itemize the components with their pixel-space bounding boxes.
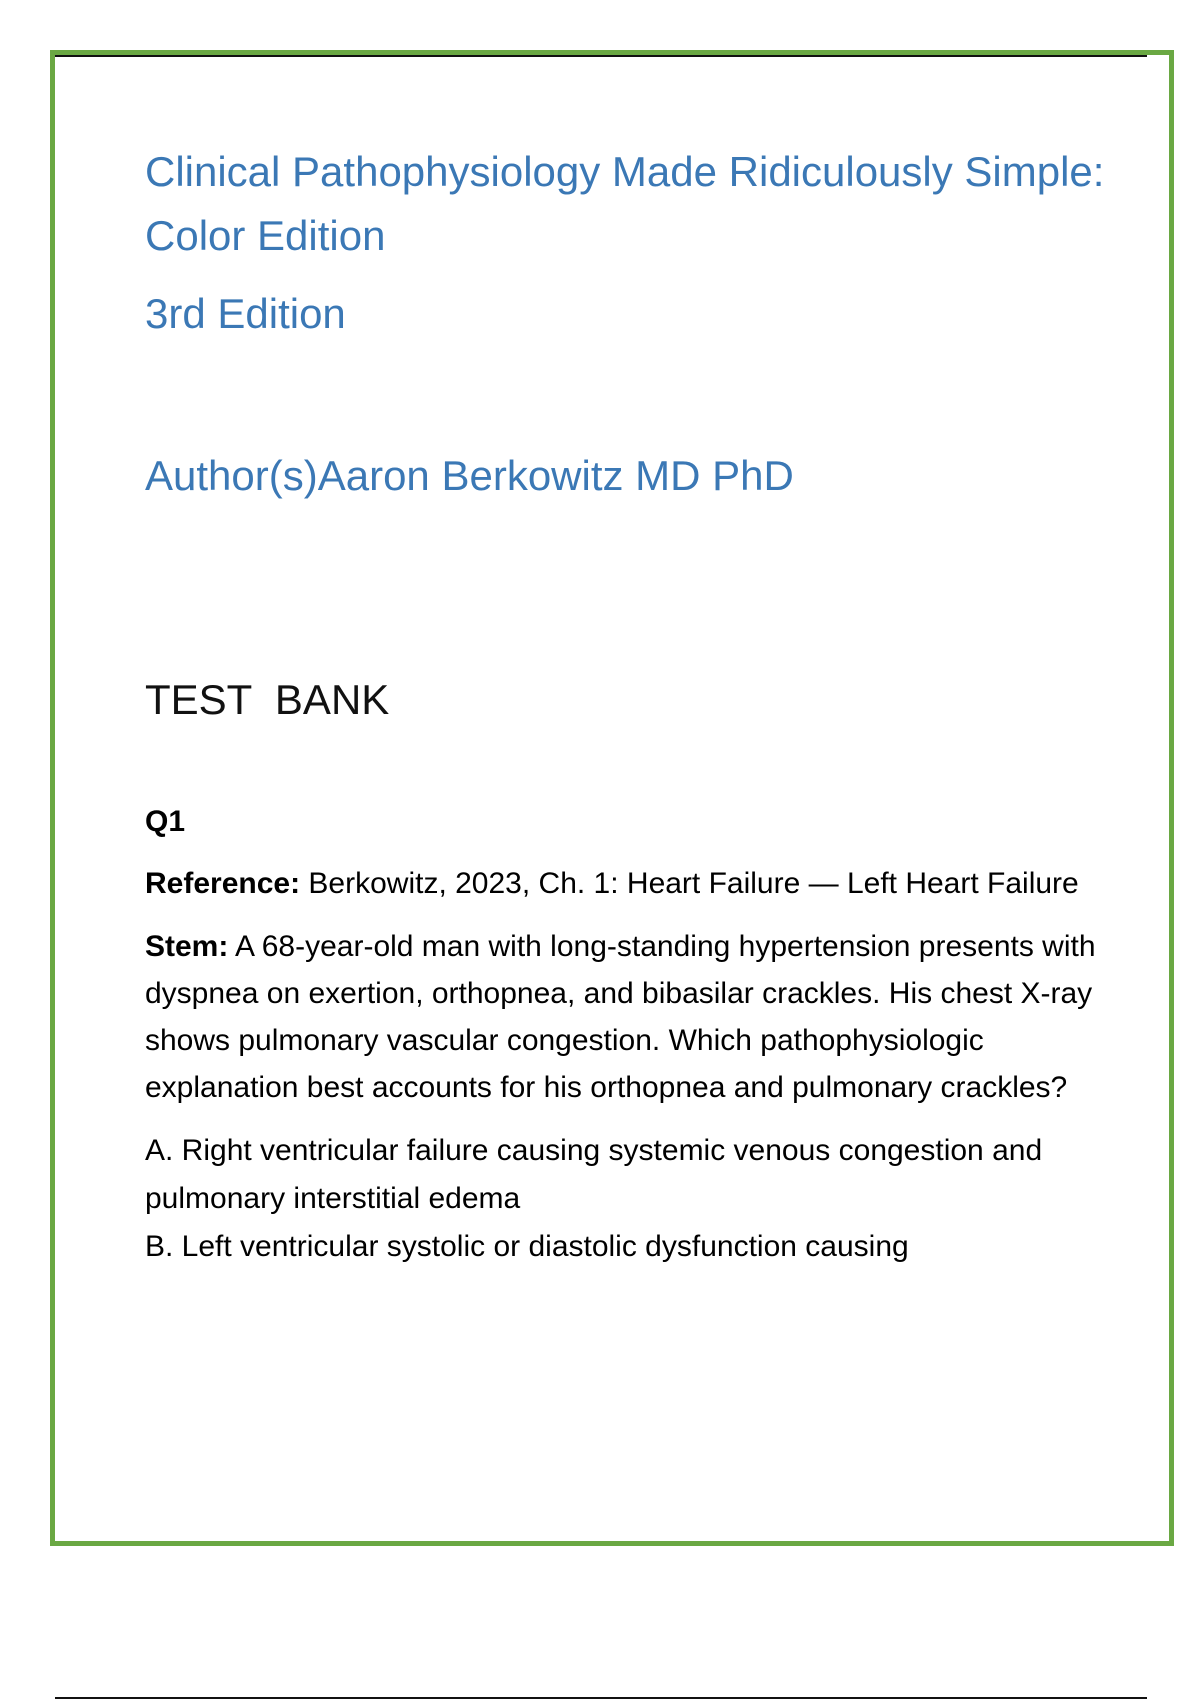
answer-option-b: B. Left ventricular systolic or diastolic dysfunction causing — [145, 1230, 909, 1263]
top-rule-line — [55, 55, 1147, 57]
answer-option-a: A. Right ventricular failure causing systemic venous congestion and pulmonary interstitial edema — [145, 1134, 1043, 1215]
question-stem — [145, 923, 1105, 1111]
section-heading: TEST BANK — [145, 676, 390, 723]
reference-label: Reference: — [145, 867, 301, 900]
reference-text: Berkowitz, 2023, Ch. 1: Heart Failure — Left Heart Failure — [300, 867, 1079, 900]
book-title: Clinical Pathophysiology Made Ridiculously Simple: Color Edition — [145, 148, 1105, 259]
question-reference — [145, 860, 1105, 907]
question-number: Q1 — [145, 805, 186, 838]
answer-options — [145, 1127, 1105, 1271]
edition-label: 3rd Edition — [145, 290, 346, 337]
stem-text: A 68-year-old man with long-standing hypertension presents with dyspnea on exertion, orthopnea, and bibasilar crackles. His chest X-ray shows pulmonary vascular congestion. Which pathophysiologic explanation best accounts for his orthopnea and pulmonary crackles? — [145, 930, 1096, 1104]
stem-label: Stem: — [145, 930, 229, 963]
author-line: Author(s)Aaron Berkowitz MD PhD — [145, 452, 794, 499]
page-content — [145, 140, 1105, 1271]
bottom-rule-line — [55, 1697, 1147, 1699]
